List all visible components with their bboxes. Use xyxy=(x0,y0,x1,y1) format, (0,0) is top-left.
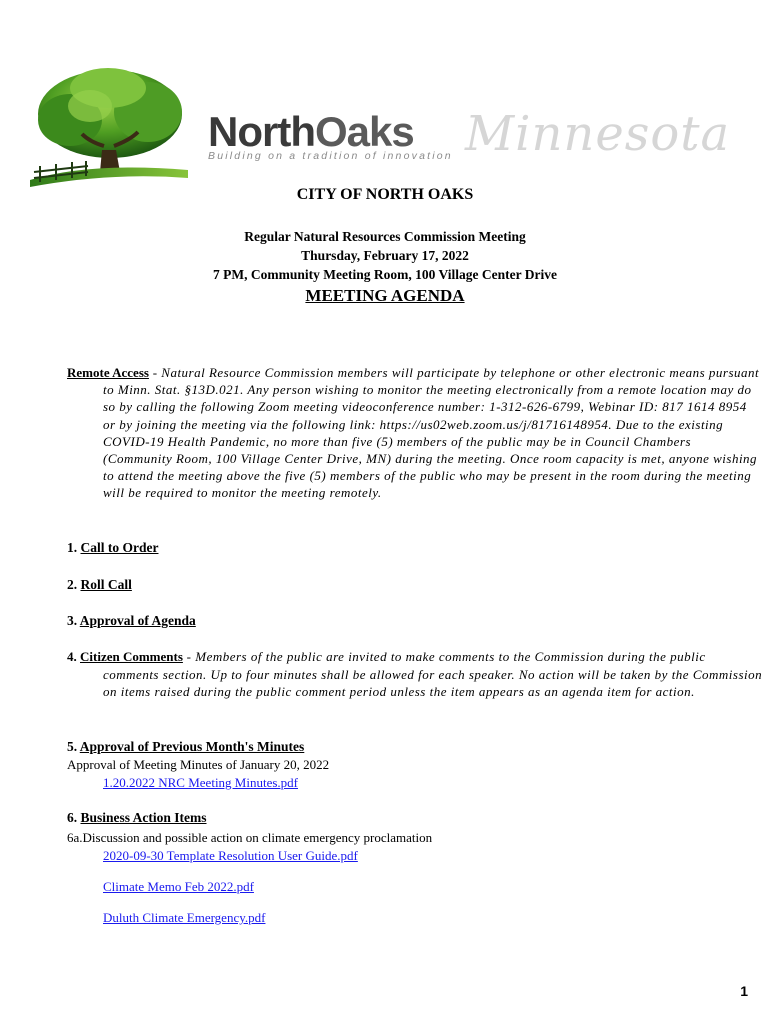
city-title: CITY OF NORTH OAKS xyxy=(296,186,474,203)
climate-memo-link[interactable]: Climate Memo Feb 2022.pdf xyxy=(103,879,254,894)
remote-access-paragraph xyxy=(67,364,763,502)
duluth-climate-link[interactable]: Duluth Climate Emergency.pdf xyxy=(103,910,266,925)
agenda-item-5 xyxy=(67,739,304,755)
north-oaks-logo xyxy=(30,62,750,192)
item-title: Roll Call xyxy=(80,577,132,592)
remote-access-text: - Natural Resource Commission members will participate by telephone or other electronic means pursuant to Minn. Stat. §13D.021. Any person wishing to monitor the meeting electronically from a remote location may do so by calling the following Zoom meeting videoconference number: 1-312-626-6799, Webinar ID: 817 1614 8954 or by joining the meeting via the following link: https://us02web.zoom.us/j/81716148954. Due to the existing COVID-19 Health Pandemic, no more than five (5) members of the public may be in Council Chambers (Community Room, 100 Village Center Drive, MN) during the meeting. Once room capacity is met, anyone wishing to attend the meeting above the five (5) members of the public who may be present in the room during the meeting will be required to monitor the meeting remotely. xyxy=(103,365,760,501)
item-title: Call to Order xyxy=(80,540,159,555)
brand-oaks-text: Oaks xyxy=(314,108,414,155)
agenda-item-4 xyxy=(67,648,763,701)
climate-proclamation-text: 6a.Discussion and possible action on climate emergency proclamation xyxy=(67,830,433,845)
agenda-item-1 xyxy=(67,540,158,556)
item-number: 4. xyxy=(67,649,77,664)
citizen-comments-note: - Members of the public are invited to make comments to the Commission during the public comments section. Up to four minutes shall be allowed for each speaker. No action will be taken by the Commission on items raised during the public comment period unless the item appears as an agenda item for action. xyxy=(103,649,763,700)
item-title: Citizen Comments xyxy=(80,649,183,664)
remote-access-label: Remote Access xyxy=(67,365,149,380)
agenda-item-3 xyxy=(67,613,196,629)
item-title: Approval of Previous Month's Minutes xyxy=(79,739,305,754)
minutes-pdf-link[interactable]: 1.20.2022 NRC Meeting Minutes.pdf xyxy=(103,775,298,790)
brand-north-text: North xyxy=(208,108,315,155)
meeting-location: 7 PM, Community Meeting Room, 100 Village Center Drive xyxy=(213,267,557,282)
agenda-item-6 xyxy=(67,810,207,826)
page-number: 1 xyxy=(740,983,748,999)
item-number: 3. xyxy=(67,613,78,628)
meeting-type: Regular Natural Resources Commission Meeting xyxy=(244,229,526,244)
item-title: Business Action Items xyxy=(80,810,207,825)
item-number: 1. xyxy=(67,540,78,555)
item-number: 6. xyxy=(67,810,78,825)
agenda-item-2 xyxy=(67,577,132,593)
template-resolution-link[interactable]: 2020-09-30 Template Resolution User Guide.pdf xyxy=(103,848,358,863)
oak-tree-icon xyxy=(30,62,190,187)
brand-tagline: Building on a tradition of innovation xyxy=(208,150,453,162)
item-number: 5. xyxy=(67,739,78,754)
minutes-approval-text: Approval of Meeting Minutes of January 20, 2022 xyxy=(67,757,330,772)
item-title: Approval of Agenda xyxy=(79,613,196,628)
item-number: 2. xyxy=(67,577,78,592)
brand-state-script: Minnesota xyxy=(465,106,731,162)
agenda-heading: MEETING AGENDA xyxy=(305,286,465,305)
meeting-date: Thursday, February 17, 2022 xyxy=(301,248,469,263)
